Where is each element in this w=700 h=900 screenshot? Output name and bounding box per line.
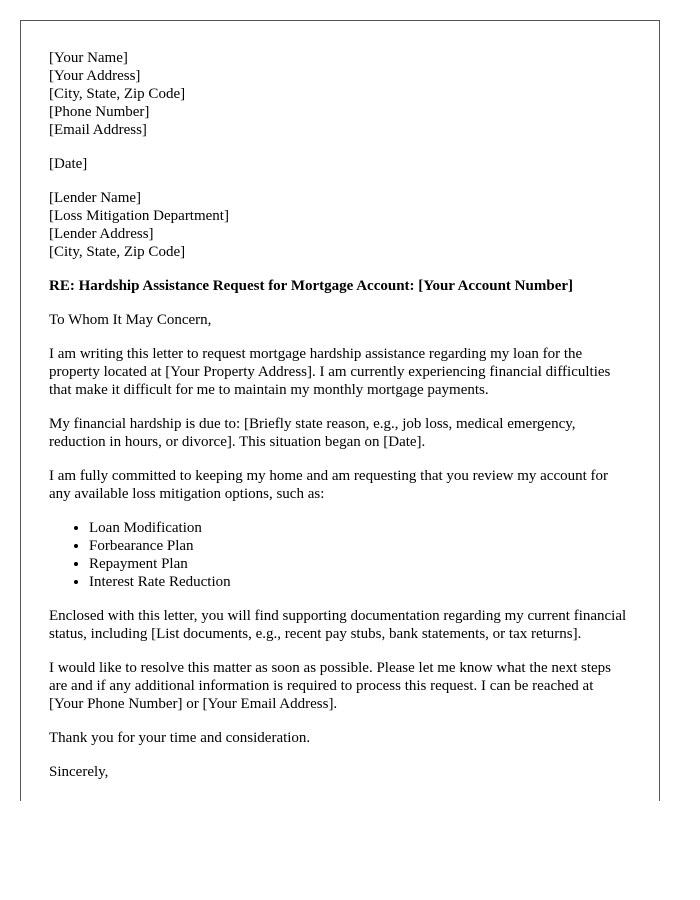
sender-phone: [Phone Number]	[49, 104, 150, 120]
paragraph-intro: I am writing this letter to request mortgage hardship assistance regarding my loan for the property located at [Your Property Address]. I am currently experiencing financial difficulties that make it difficult for me to maintain my monthly mortgage payments.	[49, 346, 611, 398]
options-list	[49, 519, 629, 591]
sender-city-state-zip: [City, State, Zip Code]	[49, 86, 186, 102]
closing: Sincerely,	[49, 764, 109, 780]
list-item: • Forbearance Plan	[89, 537, 629, 555]
lender-name: [Lender Name]	[49, 190, 142, 206]
paragraph-commitment: I am fully committed to keeping my home and am requesting that you review my account for any available loss mitigation options, such as:	[49, 468, 609, 502]
date-block	[49, 155, 629, 173]
salutation: To Whom It May Concern,	[49, 312, 212, 328]
sender-email: [Email Address]	[49, 122, 147, 138]
paragraph-hardship: My financial hardship is due to: [Briefly state reason, e.g., job loss, medical emergency, reduction in hours, or divorce]. This situation began on [Date].	[49, 416, 576, 450]
subject-line: RE: Hardship Assistance Request for Mortgage Account: [Your Account Number]	[49, 278, 574, 294]
lender-city-state-zip: [City, State, Zip Code]	[49, 244, 186, 260]
sender-name: [Your Name]	[49, 50, 128, 66]
lender-department: [Loss Mitigation Department]	[49, 208, 229, 224]
letter-date: [Date]	[49, 156, 88, 172]
paragraph-enclosed: Enclosed with this letter, you will find supporting documentation regarding my current financial status, including [List documents, e.g., recent pay stubs, bank statements, or tax returns].	[49, 608, 627, 642]
letter-content	[49, 49, 629, 797]
sender-address: [Your Address]	[49, 68, 141, 84]
paragraph-resolve: I would like to resolve this matter as soon as possible. Please let me know what the next steps are and if any additional information is required to process this request. I can be reached at [Your Phone Number] or [Your Email Address].	[49, 660, 611, 712]
sender-block	[49, 49, 629, 139]
letter-page	[20, 20, 660, 801]
paragraph-thanks: Thank you for your time and consideration.	[49, 730, 311, 746]
lender-address: [Lender Address]	[49, 226, 154, 242]
list-item: • Interest Rate Reduction	[89, 573, 629, 591]
recipient-block	[49, 189, 629, 261]
list-item: • Loan Modification	[89, 519, 629, 537]
list-item: • Repayment Plan	[89, 555, 629, 573]
